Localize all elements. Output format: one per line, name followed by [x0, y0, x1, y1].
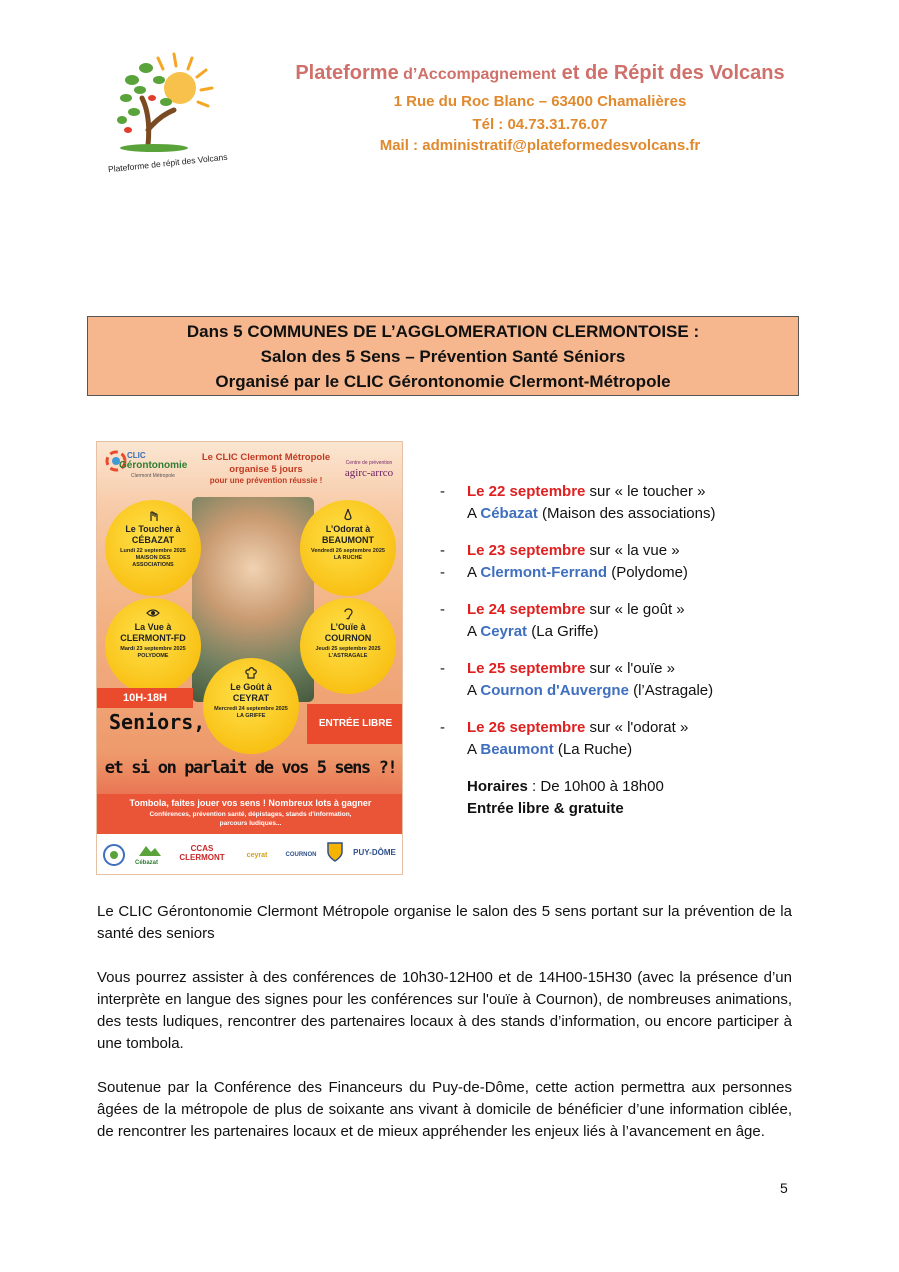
schedule-date: Le 22 septembre — [467, 483, 586, 500]
clic-logo-text: CLIC — [127, 451, 146, 460]
hours-value: : De 10h00 à 18h00 — [527, 778, 664, 795]
opening-hours — [467, 776, 664, 820]
schedule-city: Cournon d'Auvergne — [480, 682, 629, 699]
poster-slogan-2: et si on parlait de vos 5 sens ?! — [104, 758, 397, 778]
organization-name: Plateforme d’Accompagnement et de Répit des Volcans — [295, 62, 785, 84]
agirc-label: Centre de prévention — [345, 460, 393, 466]
activities-line-1: Conférences, prévention santé, dépistages, stands d'information, — [149, 811, 352, 818]
poster-slogan-1: Seniors, — [109, 710, 206, 734]
tombola-strip — [97, 794, 403, 834]
eye-icon — [146, 606, 160, 620]
sponsor-ceyrat: ceyrat — [246, 852, 268, 859]
organization-email: Mail : administratif@plateformedesvolcans.fr — [379, 137, 701, 154]
svg-text:Plateforme de répit des Volcan: Plateforme de répit des Volcans — [107, 151, 228, 174]
partner-emblem-icon — [103, 844, 125, 866]
sponsor-logos — [97, 838, 403, 874]
agirc-logo: agirc-arrco — [344, 467, 394, 479]
nose-icon — [341, 508, 355, 522]
banner-line-3: Organisé par le CLIC Gérontonomie Clermont-Métropole — [215, 372, 671, 391]
clic-logo-brand: Gérontonomie — [119, 460, 188, 471]
clic-logo-sub: Clermont Métropole — [131, 473, 175, 479]
organization-phone: Tél : 04.73.31.76.07 — [472, 116, 608, 133]
sponsor-cournon: COURNON — [285, 852, 317, 858]
paragraph-conferences: Vous pourrez assister à des conférences de 10h30-12H00 et de 14H00-15H30 (avec la présence d’un interprète en langue des signes pour les conférences sur l'ouïe à Cournon), de nombreuses animations, des tests ludiques, rencontrer des partenaires locaux à des stands d’information, ou encore participer à une tombola. — [97, 969, 792, 1052]
sponsor-ccas: CCAS CLERMONT — [179, 844, 225, 862]
bubble-hearing: L’Ouïe à COURNON Jeudi 25 septembre 2025 L'ASTRAGALE — [300, 598, 396, 694]
sponsor-cebazat: Cébazat — [135, 860, 159, 866]
banner-line-2: Salon des 5 Sens – Prévention Santé Séniors — [260, 347, 626, 366]
schedule-date: Le 23 septembre — [467, 542, 586, 559]
paragraph-funding: Soutenue par la Conférence des Financeurs du Puy-de-Dôme, cette action permettra aux personnes âgées de la métropole de plus de soixante ans vivant à domicile de bénéficier d’une information ciblée, de rencontrer les partenaires locaux et de mieux appréhender les enjeux liés à l’avancement en âge. — [97, 1079, 792, 1140]
event-banner — [87, 316, 799, 396]
hours-badge: 10H-18H — [97, 688, 193, 708]
organization-logo — [104, 50, 236, 174]
banner-line-1: Dans 5 COMMUNES DE L’AGGLOMERATION CLERMONTOISE : — [186, 322, 700, 341]
schedule-city: Beaumont — [480, 741, 554, 758]
poster-headline-1: Le CLIC Clermont Métropole — [201, 452, 331, 463]
sponsor-puy-de-dome: PUY-DÔME — [353, 848, 396, 857]
schedule-city: Clermont-Ferrand — [480, 564, 608, 581]
schedule-date: Le 26 septembre — [467, 719, 586, 736]
free-entry-badge: ENTRÉE LIBRE — [307, 704, 403, 744]
bubble-sight: La Vue à CLERMONT-FD Mardi 23 septembre 2025 POLYDOME — [105, 598, 201, 694]
hours-label: Horaires — [467, 778, 528, 795]
poster-headline-3: pour une prévention réussie ! — [209, 476, 323, 485]
paragraph-intro: Le CLIC Gérontonomie Clermont Métropole organise le salon des 5 sens portant sur la prévention de la santé des seniors — [97, 903, 792, 942]
schedule-date: Le 25 septembre — [467, 660, 586, 677]
schedule-date: Le 24 septembre — [467, 601, 586, 618]
cebazat-emblem-icon — [137, 842, 163, 858]
schedule-city: Cébazat — [480, 505, 538, 522]
chef-hat-icon — [244, 666, 258, 680]
coat-of-arms-icon — [327, 842, 343, 862]
page-number: 5 — [780, 1180, 788, 1196]
activities-line-2: parcours ludiques... — [219, 820, 282, 827]
tombola-text: Tombola, faites jouer vos sens ! Nombreux lots à gagner — [129, 798, 372, 808]
bubble-taste: Le Goût à CEYRAT Mercredi 24 septembre 2025 LA GRIFFE — [203, 658, 299, 754]
schedule-city: Ceyrat — [480, 623, 528, 640]
hand-icon — [146, 508, 160, 522]
organization-address: 1 Rue du Roc Blanc – 63400 Chamalières — [393, 93, 687, 110]
bubble-touch: Le Toucher à CÉBAZAT Lundi 22 septembre 2025 MAISON DES ASSOCIATIONS — [105, 500, 201, 596]
event-poster — [96, 441, 403, 875]
poster-headline-2: organise 5 jours — [229, 464, 303, 475]
bubble-smell: L’Odorat à BEAUMONT Vendredi 26 septembre 2025 LA RUCHE — [300, 500, 396, 596]
ear-icon — [341, 606, 355, 620]
free-entry-text: Entrée libre & gratuite — [467, 800, 624, 817]
